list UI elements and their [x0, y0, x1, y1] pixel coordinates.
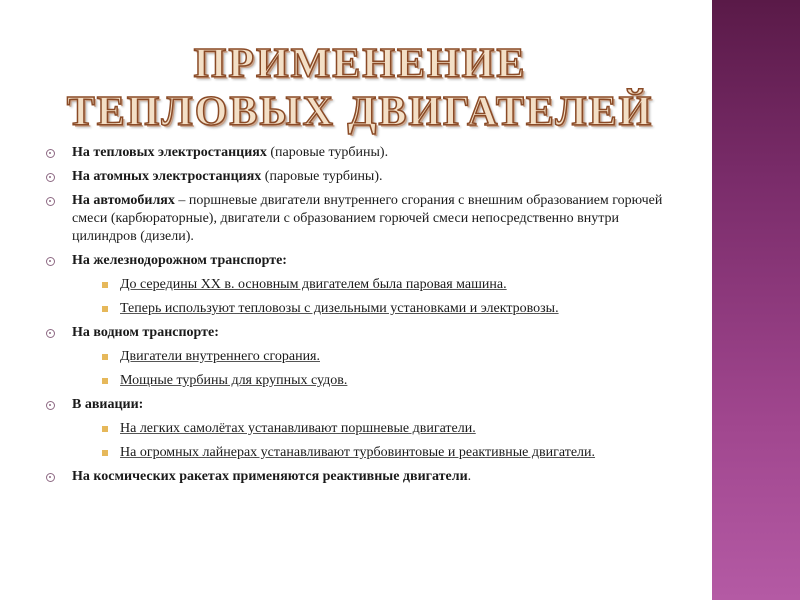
square-bullet-icon [102, 306, 108, 312]
circle-bullet-icon [46, 473, 55, 482]
circle-bullet-icon [46, 149, 55, 158]
sub-list-item [72, 372, 666, 390]
square-bullet-icon [102, 378, 108, 384]
item-heading: На космических ракетах применяются реактивные двигатели [72, 469, 468, 484]
slide-content [46, 144, 666, 492]
sub-item-text: Теперь используют тепловозы с дизельными установками и электровозы. [120, 301, 559, 316]
item-text: (паровые турбины). [261, 169, 383, 184]
item-heading: На водном транспорте: [72, 325, 219, 340]
sub-item-text: Двигатели внутреннего сгорания. [120, 349, 320, 364]
circle-bullet-icon [46, 401, 55, 410]
sub-list [72, 420, 666, 462]
item-text: (паровые турбины). [266, 145, 389, 160]
sub-item-text: На легких самолётах устанавливают поршневые двигатели. [120, 421, 476, 436]
circle-bullet-icon [46, 329, 55, 338]
square-bullet-icon [102, 426, 108, 432]
square-bullet-icon [102, 282, 108, 288]
sub-list-item [72, 420, 666, 438]
sub-list [72, 348, 666, 390]
list-item [46, 396, 666, 462]
item-heading: На тепловых электростанциях [72, 145, 267, 160]
square-bullet-icon [102, 354, 108, 360]
sub-list-item [72, 300, 666, 318]
item-text: . [467, 469, 472, 484]
sub-item-text: Мощные турбины для крупных судов. [120, 373, 348, 388]
item-heading: В авиации: [72, 397, 144, 412]
slide-title: ПРИМЕНЕНИЕ ТЕПЛОВЫХ ДВИГАТЕЛЕЙ [66, 41, 654, 135]
item-heading: На железнодорожном транспорте: [72, 253, 287, 268]
list-item [46, 192, 666, 246]
sub-list [72, 276, 666, 318]
list-item [46, 168, 666, 186]
circle-bullet-icon [46, 197, 55, 206]
circle-bullet-icon [46, 257, 55, 266]
sub-item-text: На огромных лайнерах устанавливают турбовинтовые и реактивные двигатели. [120, 445, 596, 460]
list-item [46, 252, 666, 318]
sub-item-text: До середины XX в. основным двигателем была паровая машина. [120, 277, 507, 292]
list-item [46, 144, 666, 162]
item-heading: На атомных электростанциях [72, 169, 262, 184]
decorative-side-band [712, 0, 800, 600]
circle-bullet-icon [46, 173, 55, 182]
sub-list-item [72, 444, 666, 462]
list-item [46, 324, 666, 390]
bullet-list [46, 144, 666, 486]
item-heading: На автомобилях [72, 193, 175, 208]
list-item [46, 468, 666, 486]
sub-list-item [72, 276, 666, 294]
item-text: – поршневые двигатели внутреннего сгорания с внешним образованием горючей смеси (карбюраторные), двигатели с образованием горючей смеси непосредственно внутри цилиндров (дизели). [72, 193, 663, 244]
square-bullet-icon [102, 450, 108, 456]
sub-list-item [72, 348, 666, 366]
